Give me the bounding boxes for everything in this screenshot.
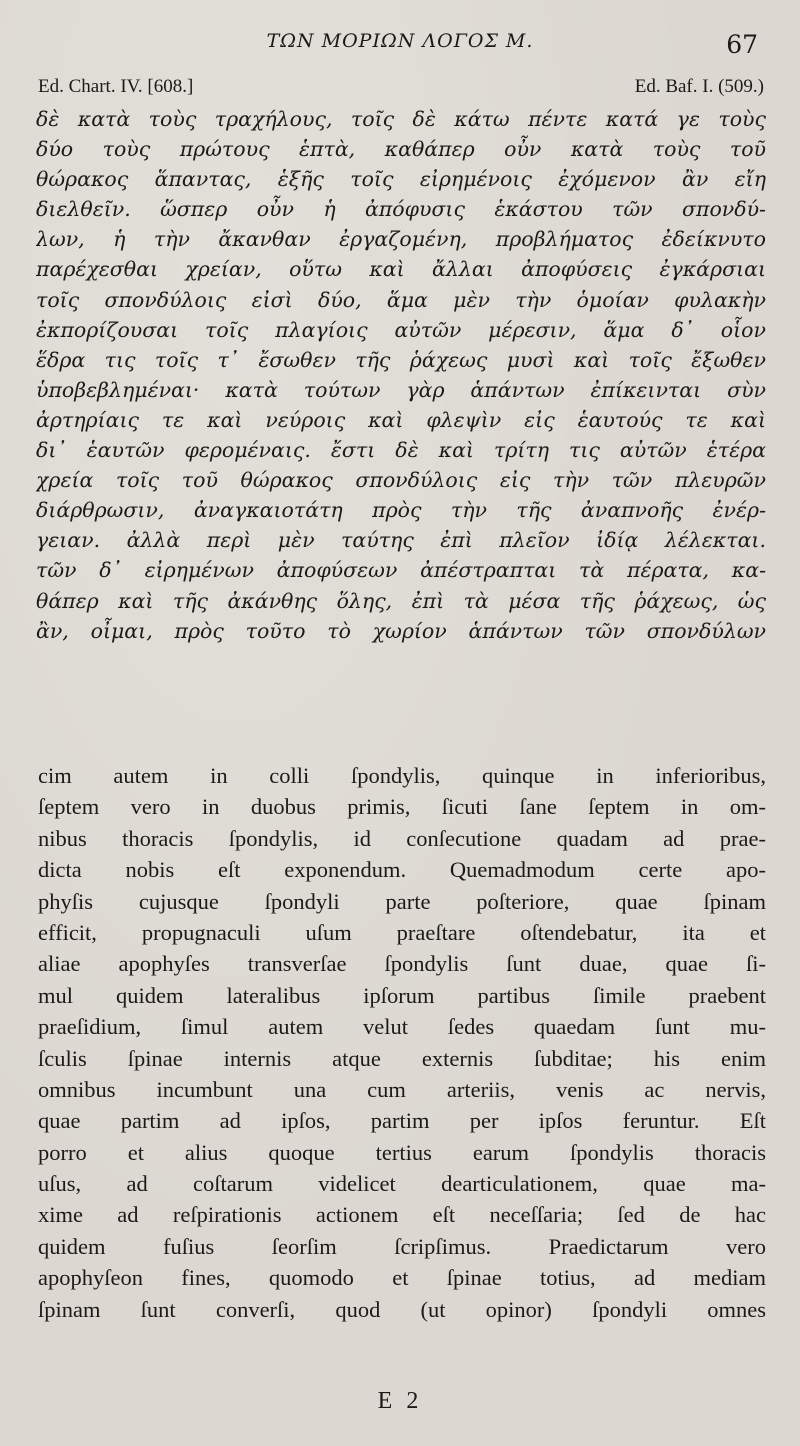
greek-text-line: τοῖς σπονδύλοις εἰσὶ δύο, ἅμα μὲν τὴν ὁμοίαν φυλακὴν [36, 287, 766, 312]
latin-text-line: phyſis cujusque ſpondyli parte poſteriore, quae ſpinam [38, 888, 766, 914]
latin-text-line: dicta nobis eſt exponendum. Quemadmodum certe apo- [38, 857, 766, 883]
latin-text-line: quidem fuſius ſeorſim ſcripſimus. Praedictarum vero [38, 1233, 766, 1259]
greek-text-line: γειαν. ἀλλὰ περὶ μὲν ταύτης ἐπὶ πλεῖον ἰδίᾳ λέλεκται. [36, 528, 766, 553]
latin-text-line: praeſidium, ſimul autem velut ſedes quaedam ſunt mu- [38, 1014, 766, 1040]
latin-text-block [38, 760, 766, 1325]
latin-text-line: uſus, ad coſtarum videlicet dearticulationem, quae ma- [38, 1171, 766, 1197]
greek-text-line: διελθεῖν. ὥσπερ οὖν ἡ ἀπόφυσις ἑκάστου τῶν σπονδύ- [36, 197, 766, 222]
latin-text-line: nibus thoracis ſpondylis, id conſecutione quadam ad prae- [38, 825, 766, 851]
greek-text-line: θώρακος ἅπαντας, ἑξῆς τοῖς εἰρημένοις ἐχόμενον ἂν εἴη [36, 167, 766, 192]
greek-text-line: ὑποβεβλημέναι· κατὰ τούτων γὰρ ἁπάντων ἐπίκεινται σὺν [36, 377, 766, 402]
latin-text-line: ſculis ſpinae internis atque externis ſubditae; his enim [38, 1045, 766, 1071]
latin-text-line: quae partim ad ipſos, partim per ipſos feruntur. Eſt [38, 1108, 766, 1134]
greek-text-block [36, 104, 766, 646]
greek-text-line: ἂν, οἶμαι, πρὸς τοῦτο τὸ χωρίον ἁπάντων τῶν σπονδύλων [36, 618, 766, 643]
latin-text-line: omnibus incumbunt una cum arteriis, venis ac nervis, [38, 1076, 766, 1102]
greek-text-line: διάρθρωσιν, ἀναγκαιοτάτη πρὸς τὴν τῆς ἀναπνοῆς ἐνέρ- [36, 498, 766, 523]
running-title: ΤΩΝ ΜΟΡΙΩΝ ΛΟΓΟΣ Μ. [266, 30, 534, 52]
greek-text-line: ἀρτηρίαις τε καὶ νεύροις καὶ φλεψὶν εἰς ἑαυτούς τε καὶ [36, 407, 766, 432]
greek-text-line: τῶν δ᾽ εἰρημένων ἀποφύσεων ἀπέστραπται τὰ πέρατα, κα- [36, 558, 766, 583]
latin-text-line: cim autem in colli ſpondylis, quinque in inferioribus, [38, 763, 766, 788]
signature-mark: E 2 [377, 1388, 423, 1414]
latin-text-line: xime ad reſpirationis actionem eſt neceſſaria; ſed de hac [38, 1202, 766, 1228]
latin-text-line: apophyſeon fines, quomodo et ſpinae totius, ad mediam [38, 1265, 766, 1291]
edition-reference-chartier: Ed. Chart. IV. [608.] [38, 76, 194, 97]
greek-text-line: δύο τοὺς πρώτους ἑπτὰ, καθάπερ οὖν κατὰ τοὺς τοῦ [36, 137, 766, 162]
greek-text-line: θάπερ καὶ τῆς ἀκάνθης ὅλης, ἐπὶ τὰ μέσα τῆς ῥάχεως, ὡς [36, 588, 766, 613]
page-number: 67 [726, 30, 758, 59]
latin-text-line: ſeptem vero in duobus primis, ſicuti ſane ſeptem in om- [38, 794, 766, 820]
latin-text-line: efficit, propugnaculi uſum praeſtare oſtendebatur, ita et [38, 919, 766, 945]
greek-text-line: ἐκπορίζουσαι τοῖς πλαγίοις αὐτῶν μέρεσιν, ἅμα δ᾽ οἷον [36, 317, 766, 342]
greek-text-line: δὲ κατὰ τοὺς τραχήλους, τοῖς δὲ κάτω πέντε κατά γε τοὺς [36, 107, 766, 131]
latin-text-line: aliae apophyſes transverſae ſpondylis ſunt duae, quae ſi- [38, 951, 766, 977]
greek-text-line: δι᾽ ἑαυτῶν φερομέναις. ἔστι δὲ καὶ τρίτη τις αὐτῶν ἑτέρα [36, 438, 766, 463]
latin-text-line: ſpinam ſunt converſi, quod (ut opinor) ſpondyli omnes [38, 1296, 766, 1322]
latin-text-line: mul quidem lateralibus ipſorum partibus ſimile praebent [38, 982, 766, 1008]
latin-text-line: porro et alius quoque tertius earum ſpondylis thoracis [38, 1139, 766, 1165]
edition-reference-basel: Ed. Baf. I. (509.) [634, 76, 764, 97]
greek-text-line: λων, ἡ τὴν ἄκανθαν ἐργαζομένη, προβλήματος ἐδείκνυτο [36, 227, 766, 252]
greek-text-line: χρεία τοῖς τοῦ θώρακος σπονδύλοις εἰς τὴν τῶν πλευρῶν [36, 468, 766, 493]
greek-text-line: παρέχεσθαι χρείαν, οὕτω καὶ ἄλλαι ἀποφύσεις ἐγκάρσιαι [36, 257, 766, 282]
greek-text-line: ἕδρα τις τοῖς τ᾽ ἔσωθεν τῆς ῥάχεως μυσὶ καὶ τοῖς ἔξωθεν [36, 347, 766, 372]
